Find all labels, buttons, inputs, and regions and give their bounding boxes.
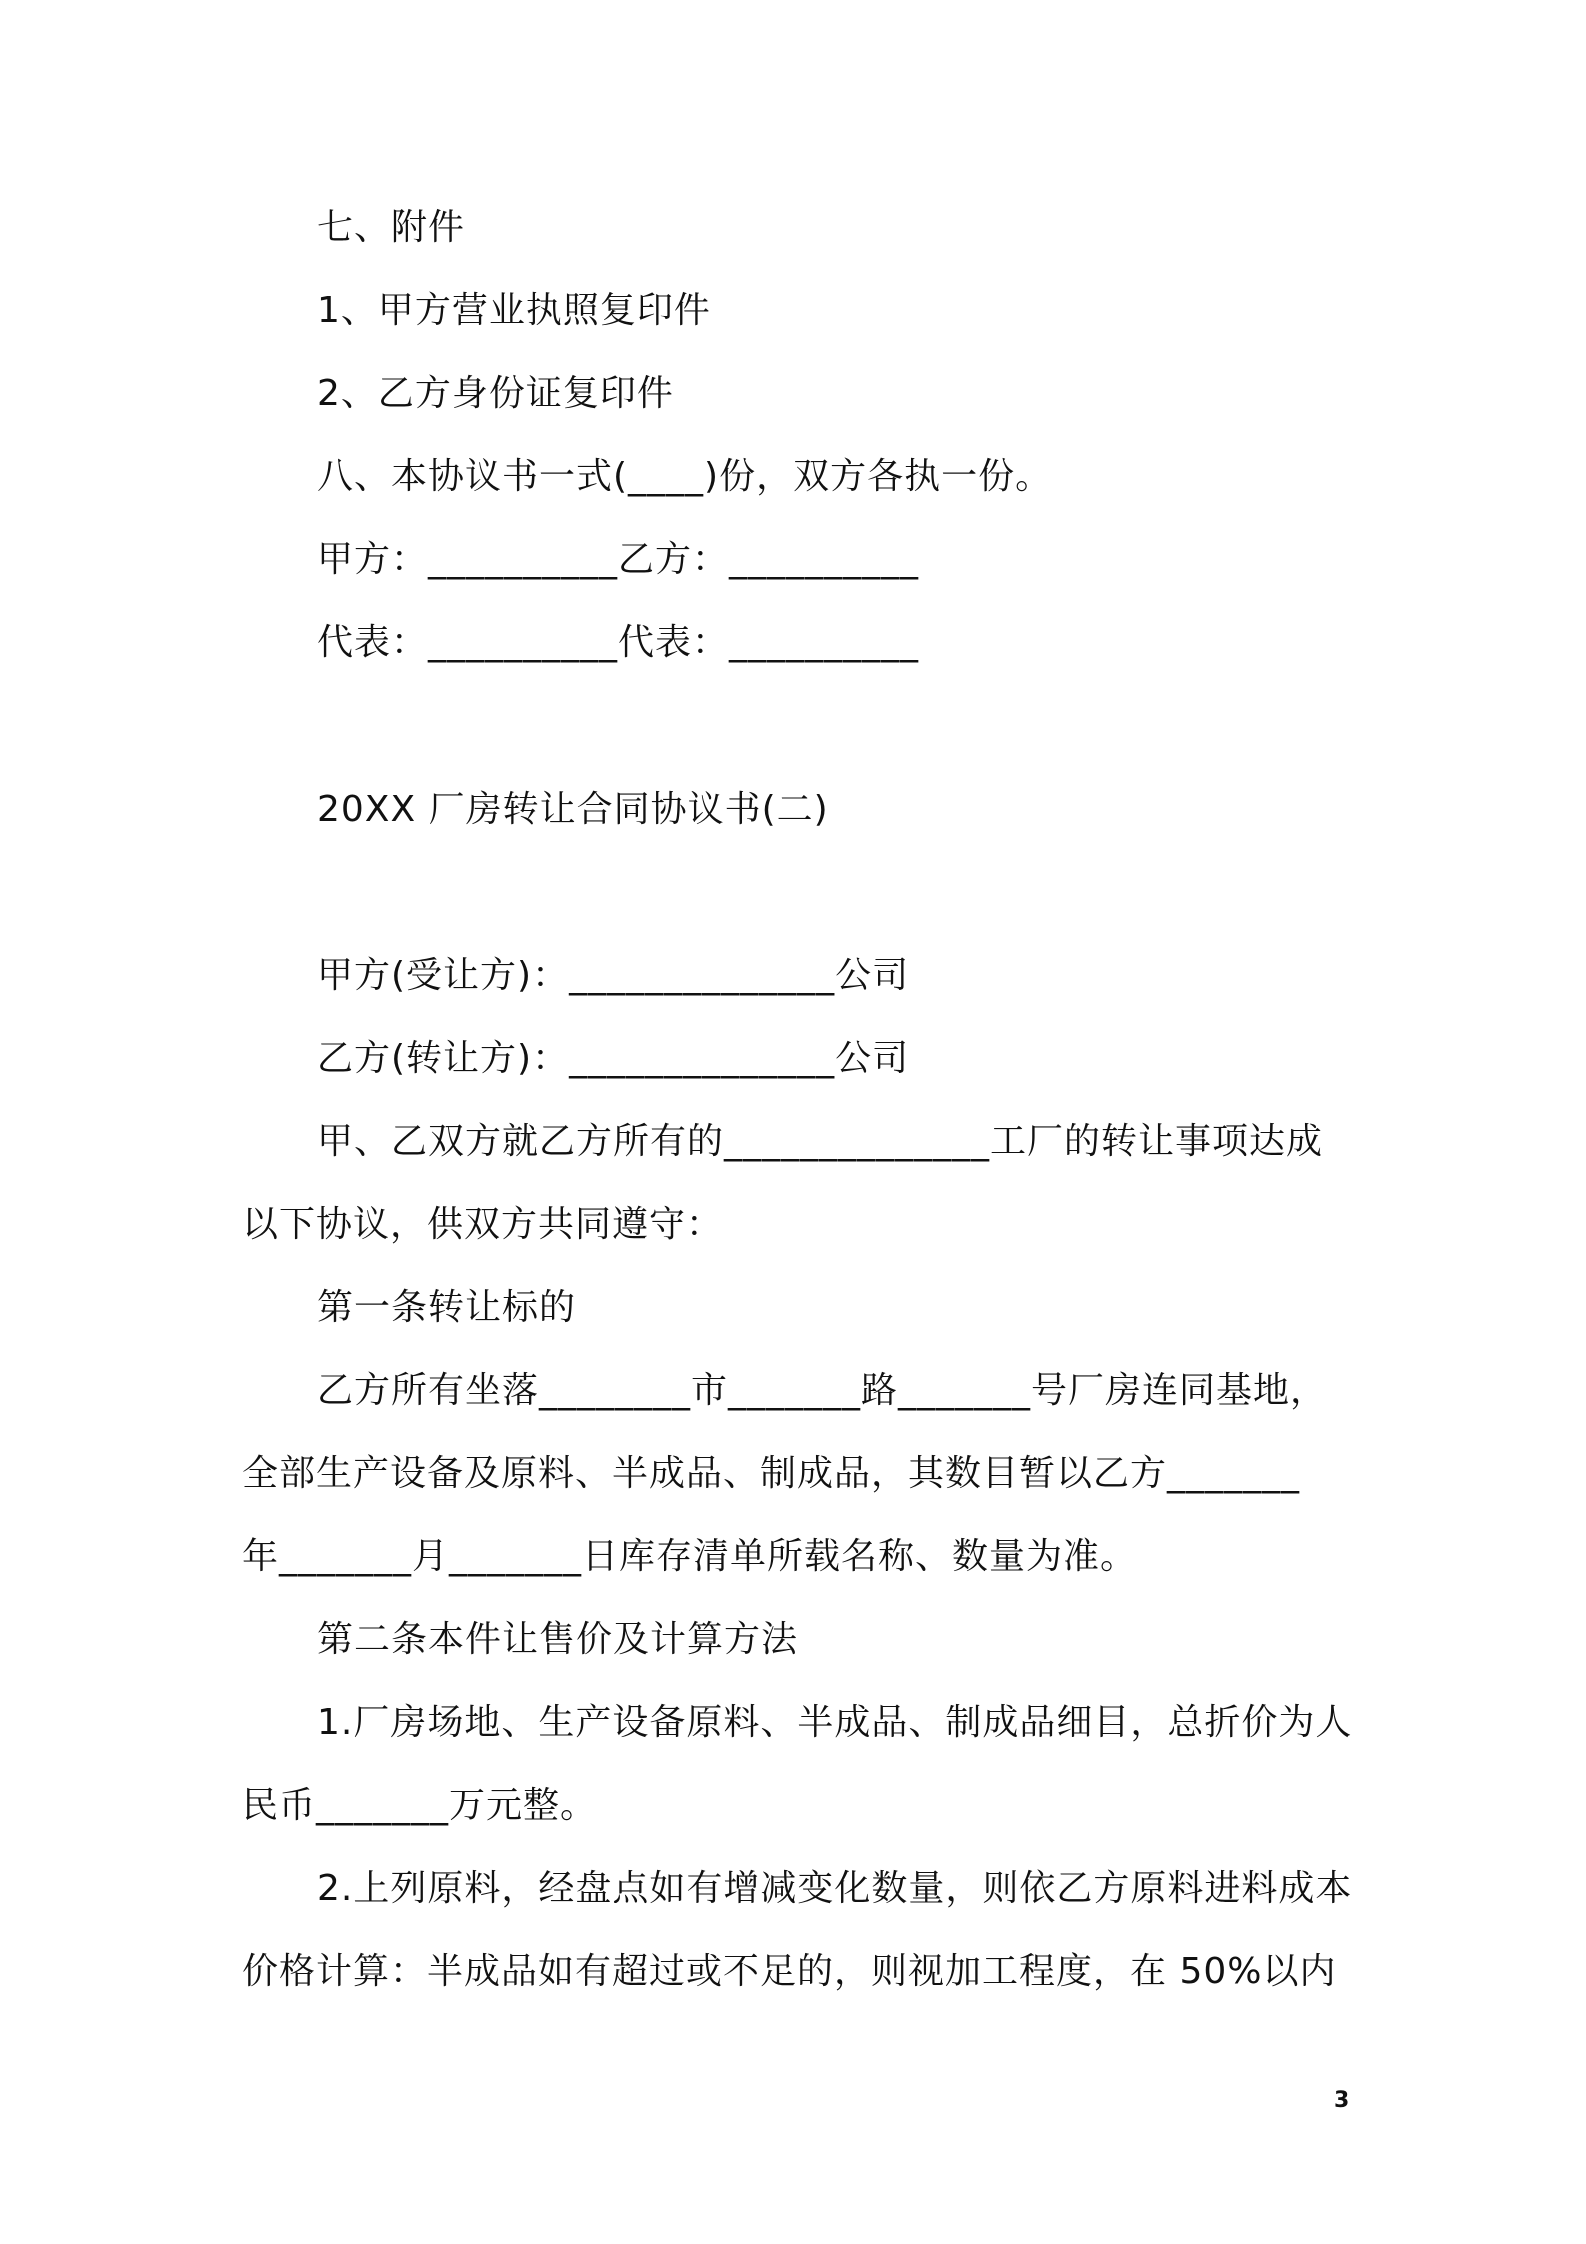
agreement-intro-line-1: 甲、乙双方就乙方所有的______________工厂的转让事项达成 (317, 1121, 1324, 1162)
article-2-heading: 第二条本件让售价及计算方法 (317, 1619, 799, 1660)
copies-clause: 八、本协议书一式(____)份，双方各执一份。 (317, 456, 1053, 497)
attachment-item-1: 1、甲方营业执照复印件 (317, 290, 711, 331)
section-heading-attachments: 七、附件 (317, 207, 466, 248)
article-1-heading: 第一条转让标的 (317, 1287, 577, 1328)
article-1-line-2: 全部生产设备及原料、半成品、制成品，其数目暂以乙方_______ (242, 1453, 1301, 1494)
agreement-intro-line-2: 以下协议，供双方共同遵守： (242, 1204, 724, 1245)
party-signature-line: 甲方：__________乙方：__________ (317, 539, 920, 580)
article-2-item-1-line-1: 1.厂房场地、生产设备原料、半成品、制成品细目，总折价为人 (317, 1702, 1353, 1743)
article-2-item-2-line-2: 价格计算：半成品如有超过或不足的，则视加工程度，在 50%以内 (242, 1951, 1337, 1992)
party-b-line: 乙方(转让方)：______________公司 (317, 1038, 910, 1079)
representative-signature-line: 代表：__________代表：__________ (317, 622, 920, 663)
contract-title: 20XX 厂房转让合同协议书(二) (317, 789, 829, 830)
page-number: 3 (1334, 2088, 1350, 2113)
party-a-line: 甲方(受让方)：______________公司 (317, 955, 910, 996)
article-2-item-1-line-2: 民币_______万元整。 (242, 1785, 598, 1826)
article-2-item-2-line-1: 2.上列原料，经盘点如有增减变化数量，则依乙方原料进料成本 (317, 1868, 1353, 1909)
article-1-line-3: 年_______月_______日库存清单所载名称、数量为准。 (242, 1536, 1138, 1577)
article-1-line-1: 乙方所有坐落________市_______路_______号厂房连同基地， (317, 1370, 1328, 1411)
attachment-item-2: 2、乙方身份证复印件 (317, 373, 674, 414)
